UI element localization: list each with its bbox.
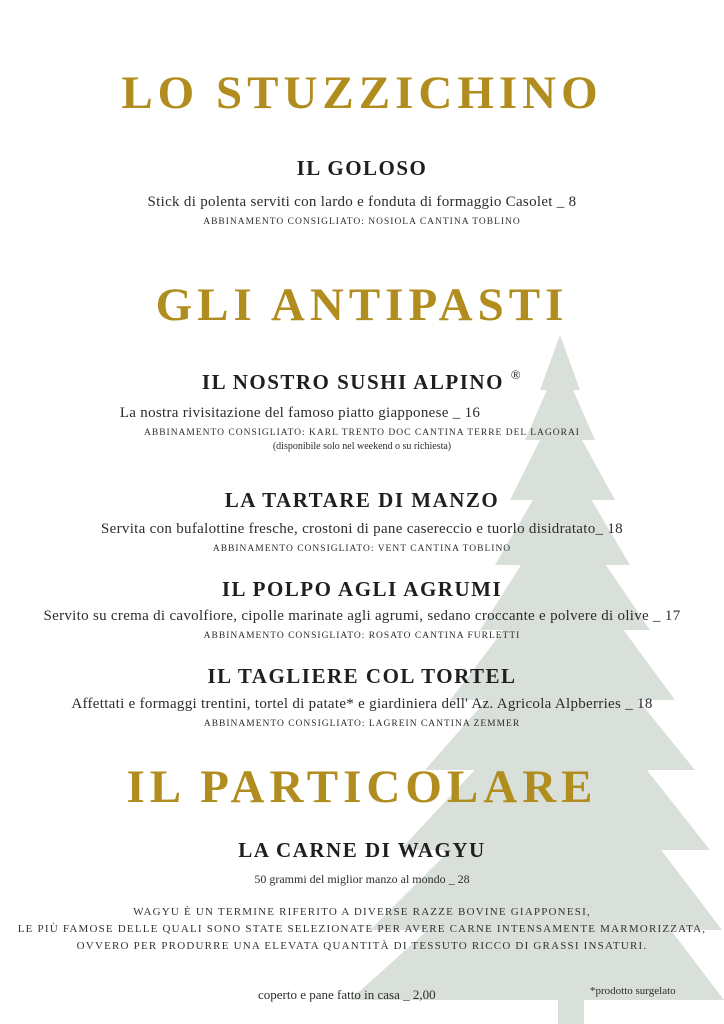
dish-description-tagliere: Affettati e formaggi trentini, tortel di patate* e giardiniera dell' Az. Agricola Alpberries _ 18 (71, 696, 653, 712)
wagyu-info-line-3: OVVERO PER PRODURRE UNA ELEVATA QUANTITÀ DI TESSUTO RICCO DI GRASSI INSATURI. (76, 940, 648, 952)
registered-mark: ® (510, 367, 523, 382)
dish-title-wagyu: LA CARNE DI WAGYU (238, 838, 486, 862)
wine-pairing-polpo: ABBINAMENTO CONSIGLIATO: ROSATO CANTINA FURLETTI (203, 631, 521, 641)
wine-pairing-goloso: ABBINAMENTO CONSIGLIATO: NOSIOLA CANTINA TOBLINO (203, 217, 521, 227)
wine-pairing-tagliere: ABBINAMENTO CONSIGLIATO: LAGREIN CANTINA ZEMMER (203, 719, 521, 729)
wagyu-info-line-2: LE PIÙ FAMOSE DELLE QUALI SONO STATE SELEZIONATE PER AVERE CARNE INTENSAMENTE MARMORIZZATA, (17, 923, 707, 935)
dish-title-sushi-alpino (0, 367, 724, 395)
dish-description-sushi-alpino: La nostra rivisitazione del famoso piatto giapponese _ 16 (119, 405, 481, 421)
cover-charge: coperto e pane fatto in casa _ 2,00 (258, 987, 436, 1002)
section-title-particolare: IL PARTICOLARE (126, 761, 598, 813)
wagyu-info-line-1: WAGYU È UN TERMINE RIFERITO A DIVERSE RAZZE BOVINE GIAPPONESI, (133, 906, 591, 918)
dish-title-goloso: IL GOLOSO (296, 156, 428, 180)
frozen-product-note: *prodotto surgelato (590, 985, 676, 997)
dish-title-tagliere: IL TAGLIERE COL TORTEL (207, 664, 517, 688)
section-title-stuzzichino: LO STUZZICHINO (121, 67, 603, 119)
dish-description-tartare: Servita con bufalottine fresche, crostoni di pane casereccio e tuorlo disidratato_ 18 (101, 521, 623, 537)
dish-title-tartare: LA TARTARE DI MANZO (224, 488, 500, 512)
dish-name: IL NOSTRO SUSHI ALPINO (201, 370, 504, 394)
wine-pairing-tartare: ABBINAMENTO CONSIGLIATO: VENT CANTINA TOBLINO (212, 544, 512, 554)
availability-note: (disponibile solo nel weekend o su richiesta) (272, 441, 452, 452)
section-title-antipasti: GLI ANTIPASTI (155, 279, 569, 331)
dish-description-polpo: Servito su crema di cavolfiore, cipolle marinate agli agrumi, sedano croccante e polvere di olive _ 17 (43, 608, 681, 624)
dish-description-goloso: Stick di polenta serviti con lardo e fonduta di formaggio Casolet _ 8 (147, 194, 577, 210)
wine-pairing-sushi-alpino: ABBINAMENTO CONSIGLIATO: KARL TRENTO DOC CANTINA TERRE DEL LAGORAI (144, 428, 580, 438)
dish-title-polpo: IL POLPO AGLI AGRUMI (221, 577, 503, 601)
dish-description-wagyu: 50 grammi del miglior manzo al mondo _ 28 (254, 872, 470, 886)
